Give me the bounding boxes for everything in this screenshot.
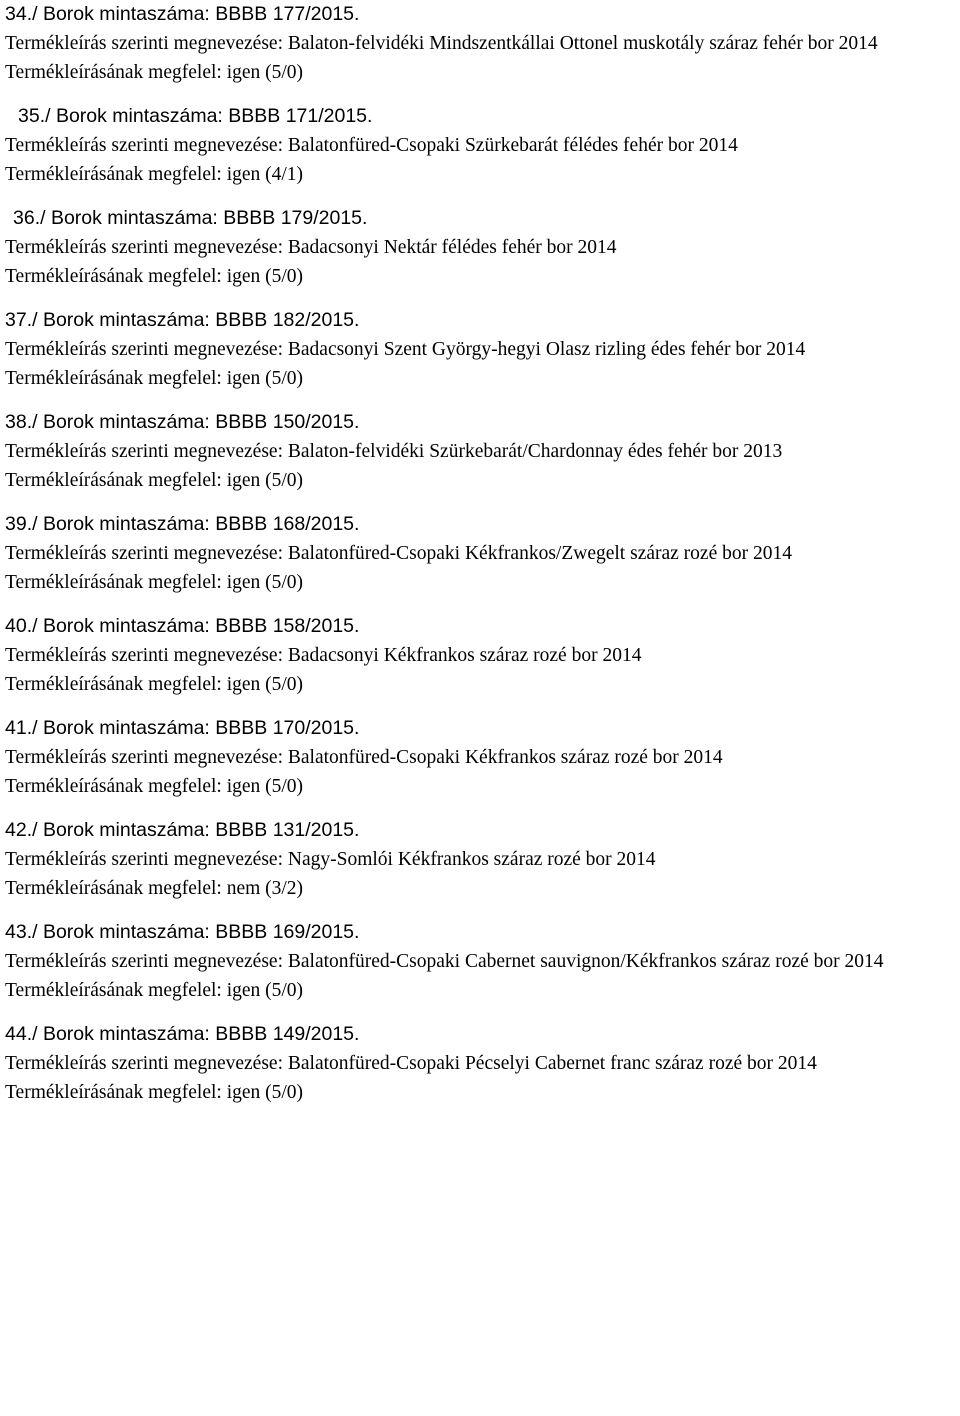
entry-header: 40./ Borok mintaszáma: BBBB 158/2015. [5, 615, 360, 637]
wine-entry-38 [5, 408, 956, 495]
entry-result: Termékleírásának megfelel: igen (5/0) [5, 572, 304, 593]
entry-header: 42./ Borok mintaszáma: BBBB 131/2015. [5, 819, 360, 841]
wine-entry-44 [5, 1020, 956, 1107]
entry-result: Termékleírásának megfelel: igen (4/1) [5, 164, 304, 185]
document-page [5, 0, 956, 1107]
wine-entry-36 [5, 204, 956, 291]
entry-description: Termékleírás szerinti megnevezése: Balatonfüred-Csopaki Szürkebarát félédes fehér bor 2014 [5, 135, 738, 156]
entry-header: 36./ Borok mintaszáma: BBBB 179/2015. [13, 207, 368, 229]
entry-description: Termékleírás szerinti megnevezése: Balatonfüred-Csopaki Pécselyi Cabernet franc száraz rozé bor 2014 [5, 1053, 817, 1074]
entry-description: Termékleírás szerinti megnevezése: Balatonfüred-Csopaki Kékfrankos/Zwegelt száraz rozé bor 2014 [5, 543, 792, 564]
wine-entry-34 [5, 0, 956, 87]
entry-header: 41./ Borok mintaszáma: BBBB 170/2015. [5, 717, 360, 739]
wine-entry-41 [5, 714, 956, 801]
entry-result: Termékleírásának megfelel: igen (5/0) [5, 1082, 304, 1103]
entry-result: Termékleírásának megfelel: igen (5/0) [5, 776, 304, 797]
entry-description: Termékleírás szerinti megnevezése: Balaton-felvidéki Mindszentkállai Ottonel muskotály száraz fehér bor 2014 [5, 33, 878, 54]
entry-result: Termékleírásának megfelel: igen (5/0) [5, 368, 304, 389]
entry-description: Termékleírás szerinti megnevezése: Badacsonyi Kékfrankos száraz rozé bor 2014 [5, 645, 642, 666]
entry-description: Termékleírás szerinti megnevezése: Balatonfüred-Csopaki Cabernet sauvignon/Kékfrankos száraz rozé bor 2014 [5, 951, 884, 972]
wine-entry-42 [5, 816, 956, 903]
entry-result: Termékleírásának megfelel: igen (5/0) [5, 470, 304, 491]
entry-description: Termékleírás szerinti megnevezése: Balatonfüred-Csopaki Kékfrankos száraz rozé bor 2014 [5, 747, 723, 768]
entry-description: Termékleírás szerinti megnevezése: Balaton-felvidéki Szürkebarát/Chardonnay édes fehér bor 2013 [5, 441, 783, 462]
entry-header: 35./ Borok mintaszáma: BBBB 171/2015. [18, 105, 373, 127]
wine-entry-37 [5, 306, 956, 393]
entry-header: 44./ Borok mintaszáma: BBBB 149/2015. [5, 1023, 360, 1045]
entry-description: Termékleírás szerinti megnevezése: Badacsonyi Szent György-hegyi Olasz rizling édes fehér bor 2014 [5, 339, 806, 360]
entry-header: 38./ Borok mintaszáma: BBBB 150/2015. [5, 411, 360, 433]
wine-entry-39 [5, 510, 956, 597]
entry-header: 34./ Borok mintaszáma: BBBB 177/2015. [5, 3, 360, 25]
wine-entry-35 [5, 102, 956, 189]
entry-header: 43./ Borok mintaszáma: BBBB 169/2015. [5, 921, 360, 943]
entry-header: 37./ Borok mintaszáma: BBBB 182/2015. [5, 309, 360, 331]
entry-result: Termékleírásának megfelel: igen (5/0) [5, 62, 304, 83]
entry-result: Termékleírásának megfelel: nem (3/2) [5, 878, 304, 899]
entry-description: Termékleírás szerinti megnevezése: Badacsonyi Nektár félédes fehér bor 2014 [5, 237, 617, 258]
entry-header: 39./ Borok mintaszáma: BBBB 168/2015. [5, 513, 360, 535]
entry-result: Termékleírásának megfelel: igen (5/0) [5, 980, 304, 1001]
entry-result: Termékleírásának megfelel: igen (5/0) [5, 266, 304, 287]
entry-result: Termékleírásának megfelel: igen (5/0) [5, 674, 304, 695]
wine-entry-43 [5, 918, 956, 1005]
entry-description: Termékleírás szerinti megnevezése: Nagy-Somlói Kékfrankos száraz rozé bor 2014 [5, 849, 656, 870]
wine-entry-40 [5, 612, 956, 699]
